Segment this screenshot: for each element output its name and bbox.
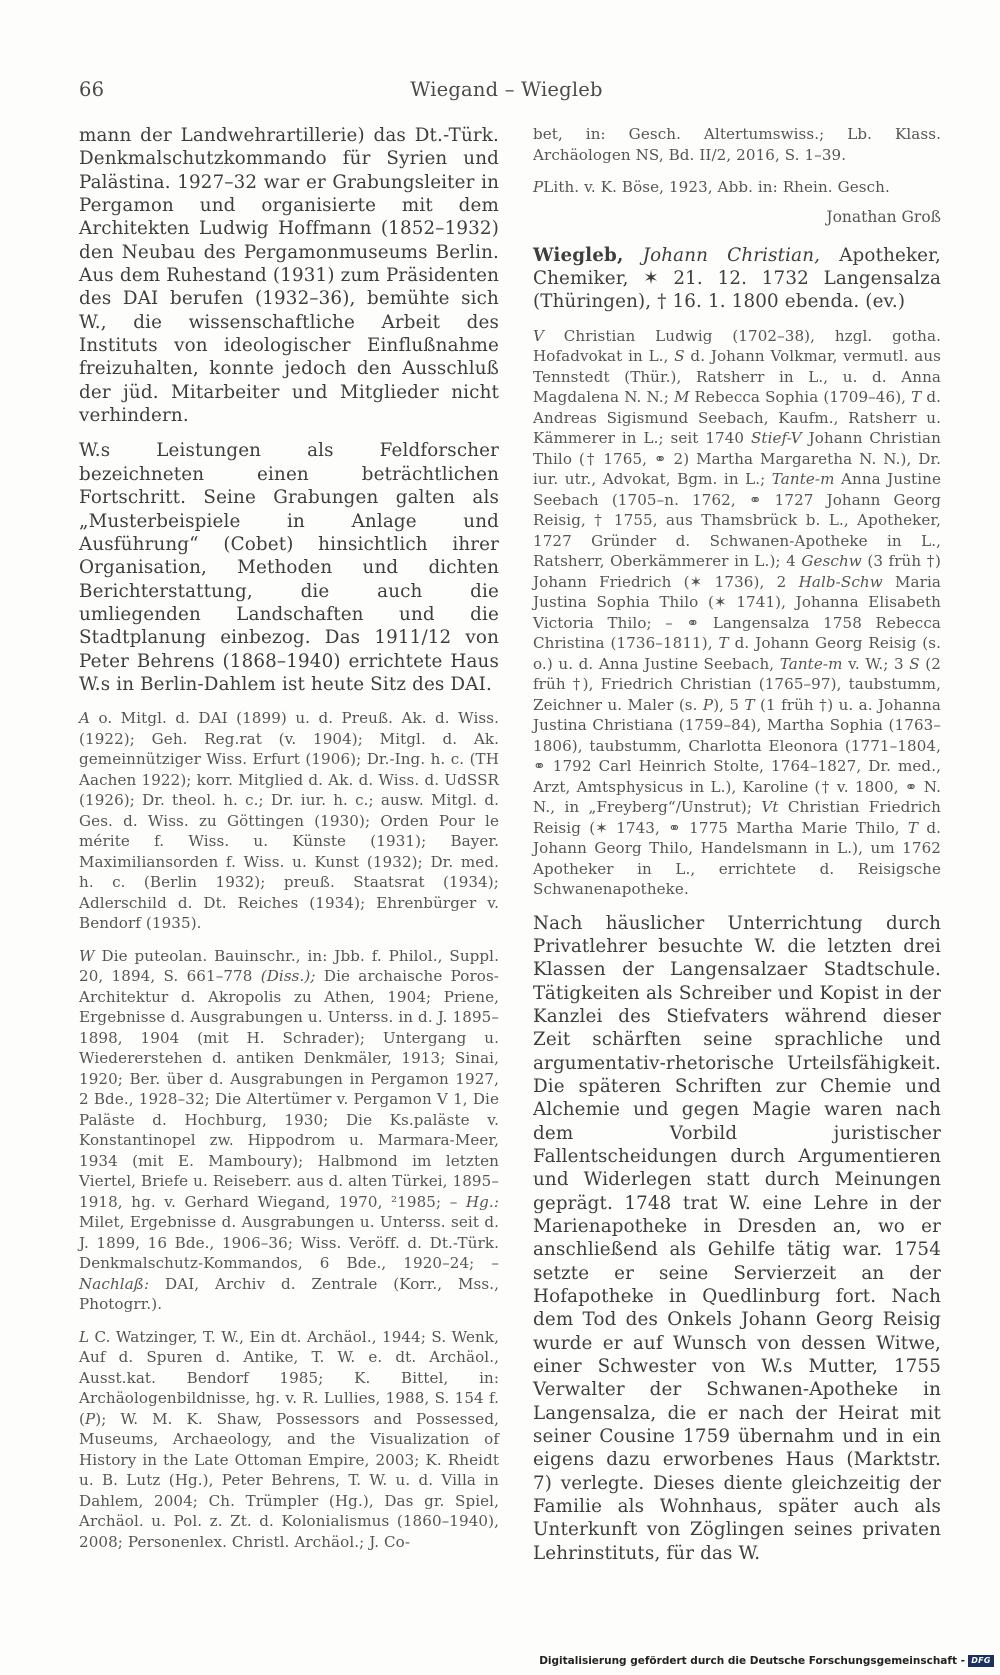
page-number: 66: [79, 78, 105, 101]
digitization-credit: [539, 1655, 994, 1667]
section-siglum: P: [533, 178, 544, 196]
awards-section: A o. Mitgl. d. DAI (1899) u. d. Preuß. Ak. d. Wiss. (1922); Geh. Reg.rat (v. 1904); Mitgl. d. Ak. gemeinnütziger Wiss. Erfurt (1906); Dr.-Ing. h. c. (TH Aachen 1922); korr. Mitglied d. Ak. d. Wiss. d. UdSSR (1926); Dr. theol. h. c.; Dr. iur. h. c.; ausw. Mitgl. d. Ges. d. Wiss. zu Göttingen (1930); Orden Pour le mérite f. Wiss. u. Künste (1931); Bayer. Maximiliansorden f. Wiss. u. Kunst (1932); Dr. med. h. c. (Berlin 1932); preuß. Staatsrat (1934); Adlerschild d. Dt. Reiches (1934); Ehrenbürger v. Bendorf (1935).: [79, 709, 499, 933]
left-column: [79, 124, 499, 1552]
body-paragraph: mann der Landwehrartillerie) das Dt.-Türk. Denkmalschutzkommando für Syrien und Palästina. 1927–32 war er Grabungsleiter in Pergamon und organisierte mit dem Architekten Ludwig Hoffmann (1852–1932) den Neubau des Pergamonmuseums Berlin. Aus dem Ruhestand (1931) zum Präsidenten des DAI berufen (1932–36), bemühte sich W., die wissenschaftliche Arbeit des Instituts von ideologischer Einflußnahme freizuhalten, konnte jedoch den Ausschluß der jüd. Mitarbeiter und Mitglieder nicht verhindern.: [79, 125, 499, 427]
body-paragraph: Nach häuslicher Unterrichtung durch Privatlehrer besuchte W. die letzten drei Klassen der Langensalzaer Stadtschule. Tätigkeiten als Schreiber und Kopist in der Kanzlei des Stiefvaters während dieser Zeit schärften seine sprachliche und argumentativ-rhetorische Urteilsfähigkeit. Die späteren Schriften zur Chemie und Alchemie und gegen Magie waren nach dem Vorbild juristischer Fallentscheidungen durch Argumentieren und Widerlegen statt durch Meinungen geprägt. 1748 trat W. eine Lehre in der Marienapotheke in Dresden an, wo er anschließend als Gehilfe tätig war. 1754 setzte er seine Servierzeit an der Hofapotheke in Quedlinburg fort. Nach dem Tod des Onkels Johann Georg Reisig wurde er auf Wunsch von dessen Witwe, einer Schwester von W.s Mutter, 1755 Verwalter der Schwanen-Apotheke in Langensalza, die er nach der Heirat mit seiner Cousine 1759 übernahm und in ein eigens dazu erworbenes Haus (Marktstr. 7) verlegte. Dieses diente gleichzeitig der Familie als Wohnhaus, später auch als Unterkunft von Zöglingen seines privaten Lehrinstituts, für das W.: [533, 912, 941, 1564]
section-siglum: V: [533, 326, 545, 345]
section-siglum: A: [79, 709, 91, 728]
body-paragraph: W.s Leistungen als Feldforscher bezeichneten einen beträchtlichen Fortschritt. Seine Grabungen galten als „Musterbeispiele in Anlage und Ausführung“ (Cobet) hinsichtlich ihrer Organisation, Methoden und dichten Berichterstattung, die auch die umliegenden Landschaften und die Stadtplanung einbezog. Das 1911/12 von Peter Behrens (1868–1940) errichtete Haus W.s in Berlin-Dahlem ist heute Sitz des DAI.: [79, 440, 499, 695]
portrait-section: PLith. v. K. Böse, 1923, Abb. in: Rhein. Gesch.: [533, 178, 890, 196]
author-signature: Jonathan Groß: [826, 207, 941, 226]
literature-continuation: bet, in: Gesch. Altertumswiss.; Lb. Klass. Archäologen NS, Bd. II/2, 2016, S. 1–39.: [533, 125, 941, 164]
running-title: Wiegand – Wiegleb: [410, 78, 603, 101]
section-siglum: W: [79, 946, 95, 965]
page-header: [79, 78, 934, 104]
genealogy-section: V Christian Ludwig (1702–38), hzgl. gotha. Hofadvokat in L., S d. Johann Volkmar, vermutl. aus Tennstedt (Thür.), Ratsherr in L., u. d. Anna Magdalena N. N.; M Rebecca Sophia (1709–46), T d. Andreas Sigismund Seebach, Kaufm., Ratsherr u. Kämmerer in L.; seit 1740 Stief-V Johann Christian Thilo († 1765, ⚭ 2) Martha Margaretha N. N.), Dr. iur. utr., Advokat, Bgm. in L.; Tante-m Anna Justine Seebach (1705–n. 1762, ⚭ 1727 Johann Georg Reisig, † 1755, aus Thamsbrück b. L., Apotheker, 1727 Gründer d. Schwanen-Apotheke in L., Ratsherr, Oberkämmerer in L.); 4 Geschw (3 früh †) Johann Friedrich (✶ 1736), 2 Halb-Schw Maria Justina Sophia Thilo (✶ 1741), Johanna Elisabeth Victoria Thilo; – ⚭ Langensalza 1758 Rebecca Christina (1736–1811), T d. Johann Georg Reisig (s. o.) u. d. Anna Justine Seebach, Tante-m v. W.; 3 S (2 früh †), Friedrich Christian (1765–97), taubstumm, Zeichner u. Maler (s. P), 5 T (1 früh †) u. a. Johanna Justina Christiana (1759–84), Martha Sophia (1763–1806), taubstumm, Charlotta Eleonora (1771–1804, ⚭ 1792 Carl Heinrich Stolte, 1764–1827, Dr. med., Arzt, Amtsphysicus in L.), Karoline († v. 1800, ⚭ N. N., in „Freyberg“/Unstrut); Vt Christian Friedrich Reisig (✶ 1743, ⚭ 1775 Martha Marie Thilo, T d. Johann Georg Thilo, Handelsmann in L.), um 1762 Apotheker in L., errichtete d. Reisigsche Schwanenapotheke.: [533, 326, 942, 899]
dfg-logo: DFG: [968, 1655, 994, 1667]
literature-section: L C. Watzinger, T. W., Ein dt. Archäol., 1944; S. Wenk, Auf d. Spuren d. Antike, T. W. e. dt. Archäol., Ausst.kat. Bendorf 1985; K. Bittel, in: Archäologenbildnisse, hg. v. R. Lullies, 1988, S. 154 f. (P); W. M. K. Shaw, Possessors and Possessed, Museums, Archaeology, and the Visualization of History in the Late Ottoman Empire, 2003; K. Rheidt u. B. Lutz (Hg.), Peter Behrens, T. W. u. d. Villa in Dahlem, 2004; Ch. Trümpler (Hg.), Das gr. Spiel, Archäol. u. Pol. z. Zt. d. Kolonialismus (1860–1940), 2008; Personenlex. Christl. Archäol.; J. Co-: [79, 1327, 499, 1551]
lemma-given-names: Johann Christian,: [623, 244, 821, 266]
lemma-surname: Wiegleb,: [533, 244, 624, 266]
credit-text: Digitalisierung gefördert durch die Deutsche Forschungsgemeinschaft -: [539, 1655, 965, 1667]
section-siglum: L: [79, 1327, 90, 1346]
lemma-heading: Wiegleb, Johann Christian, Apotheker, Chemiker, ✶ 21. 12. 1732 Langensalza (Thüringen), † 16. 1. 1800 ebenda. (ev.): [533, 244, 941, 313]
right-column: [533, 124, 941, 1565]
works-section: W Die puteolan. Bauinschr., in: Jbb. f. Philol., Suppl. 20, 1894, S. 661–778 (Diss.); Die archaische Poros-Architektur d. Akropolis zu Athen, 1904; Priene, Ergebnisse d. Ausgrabungen u. Unterss. in d. J. 1895–1898, 1904 (mit H. Schrader); Untergang u. Wiedererstehen d. antiken Denkmäler, 1913; Sinai, 1920; Ber. über d. Ausgrabungen in Pergamon 1927, 2 Bde., 1928–32; Die Altertümer v. Pergamon V 1, Die Paläste d. Hochburg, 1930; Die Ks.paläste v. Konstantinopel zw. Hippodrom u. Marmara-Meer, 1934 (mit E. Mamboury); Halbmond im letzten Viertel, Briefe u. Reiseberr. aus d. alten Türkei, 1895–1918, hg. v. Gerhard Wiegand, 1970, ²1985; – Hg.: Milet, Ergebnisse d. Ausgrabungen u. Unterss. seit d. J. 1899, 16 Bde., 1906–36; Wiss. Veröff. d. Dt.-Türk. Denkmalschutz-Kommandos, 6 Bde., 1920–24; – Nachlaß: DAI, Archiv d. Zentrale (Korr., Mss., Photogrr.).: [79, 946, 499, 1314]
